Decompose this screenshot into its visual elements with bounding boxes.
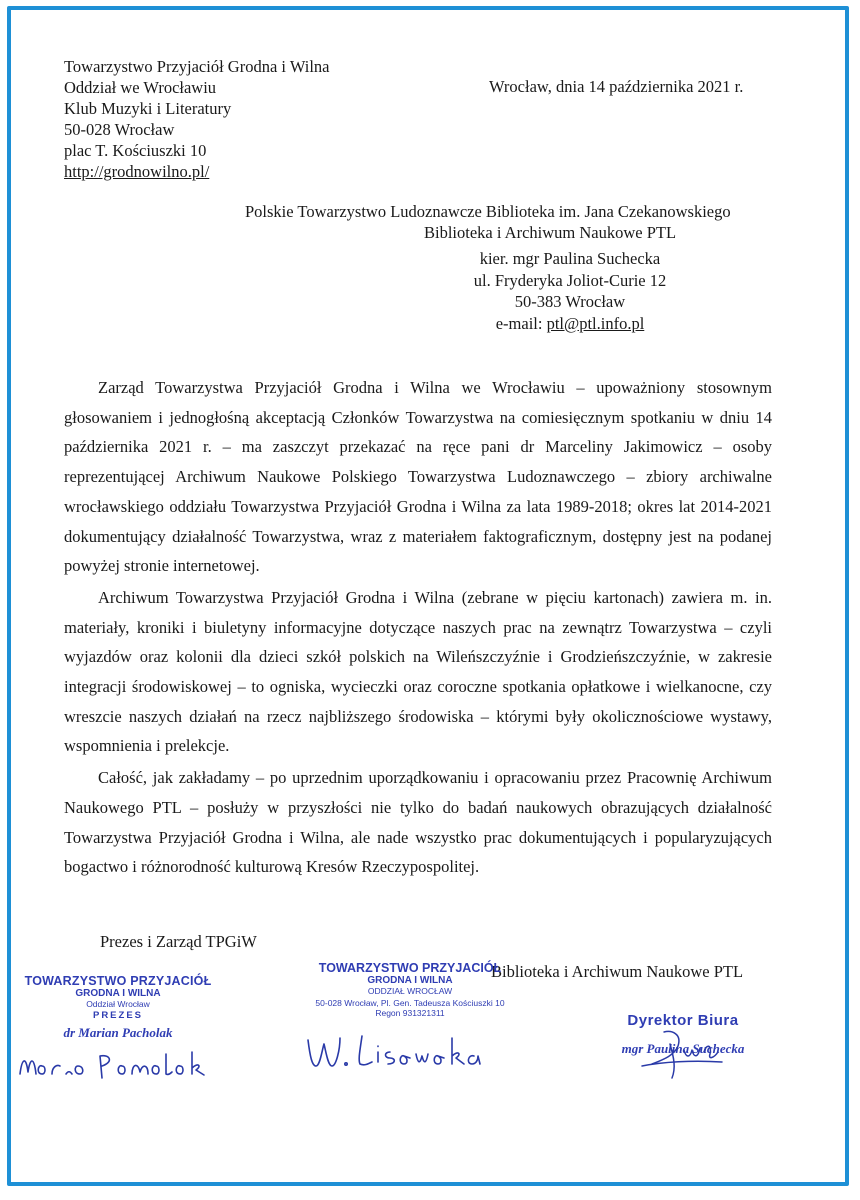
- stamp-city: ODDZIAŁ WROCŁAW: [367, 986, 453, 996]
- sender-line: Oddział we Wrocławiu: [64, 78, 217, 97]
- stamp-name: dr Marian Pacholak: [63, 1025, 173, 1040]
- society-stamp: [300, 961, 520, 1018]
- director-signature: [612, 1024, 762, 1084]
- closing-line: Prezes i Zarząd TPGiW: [100, 932, 257, 951]
- stamp-city: Oddział Wrocław: [86, 999, 150, 1009]
- email-link[interactable]: ptl@ptl.info.pl: [546, 313, 645, 333]
- sender-line: 50-028 Wrocław: [64, 120, 175, 139]
- sender-line: Klub Muzyki i Literatury: [64, 99, 232, 118]
- stamp-org: TOWARZYSTWO PRZYJACIÓŁ: [318, 961, 502, 975]
- stamp-title: Dyrektor Biura: [627, 1012, 739, 1029]
- sender-line: plac T. Kościuszki 10: [64, 141, 207, 160]
- stamp-org: TOWARZYSTWO PRZYJACIÓŁ: [24, 974, 212, 988]
- recipient-line: Biblioteka i Archiwum Naukowe PTL: [424, 223, 677, 242]
- stamp-branch: GRODNA I WILNA: [367, 975, 453, 986]
- sender-line: Towarzystwo Przyjaciół Grodna i Wilna: [64, 57, 330, 76]
- body-paragraph: Archiwum Towarzystwa Przyjaciół Grodna i Wilna (zebrane w pięciu kartonach) zawiera m. in. materiały, kroniki i biuletyny informacyjne dotyczące naszych prac na zewnątrz Towarzystwa – czyli wyjazdów oraz kolonii dla dzieci szkół polskich na Wileńszczyźnie i Grodzieńszczyźnie, w zakresie integracji środowiskowej – to ogniska, wycieczki oraz coroczne spotkania opłatkowe i wielkanocne, czy wreszcie naszych działań na rzecz najbliższego środowiska – którymi były okolicznościowe wystawy, wspomnienia i prelekcje.: [64, 587, 772, 756]
- president-signature: [14, 1044, 234, 1084]
- body-paragraph: Całość, jak zakładamy – po uprzednim uporządkowaniu i opracowaniu przez Pracownię Archiwum Naukowego PTL – posłuży w przyszłości nie tylko do badań naukowych obrazujących działalność Towarzystwa Przyjaciół Grodna i Wilna, ale nade wszystko prac dokumentujących i popularyzujących bogactwo i różnorodność kulturową Kresów Rzeczypospolitej.: [64, 768, 772, 877]
- president-stamp: [18, 974, 218, 1041]
- stamp-address: 50-028 Wrocław, Pl. Gen. Tadeusza Kościuszki 10: [315, 998, 505, 1008]
- sender-address: [64, 56, 329, 182]
- recipient-street: ul. Fryderyka Joliot-Curie 12: [473, 270, 667, 290]
- recipient-email-line: [450, 313, 690, 335]
- stamp-role: PREZES: [92, 1010, 143, 1021]
- recipient-line: Polskie Towarzystwo Ludoznawcze Biblioteka im. Jana Czekanowskiego: [245, 202, 731, 221]
- body-paragraph: Zarząd Towarzystwa Przyjaciół Grodna i Wilna we Wrocławiu – upoważniony stosownym głosowaniem i jednogłośną akceptacją Członków Towarzystwa na comiesięcznym spotkaniu w dniu 14 października 2021 r. – ma zaszczyt przekazać na ręce pani dr Marceliny Jakimowicz – osoby reprezentującej Archiwum Naukowe Polskiego Towarzystwa Ludoznawczego – zbiory archiwalne wrocławskiego oddziału Towarzystwa Przyjaciół Grodna i Wilna za lata 1989-2018; okres lat 2014-2021 dokumentujący działalność Towarzystwa, wraz z materiałem faktograficznym, dostępny jest na podanej powyżej stronie internetowej.: [64, 378, 772, 576]
- email-label: e-mail:: [495, 313, 547, 333]
- stamp-regon: Regon 931321311: [375, 1008, 445, 1018]
- recipient-attn: kier. mgr Paulina Suchecka: [479, 249, 661, 268]
- stamp-branch: GRODNA I WILNA: [75, 988, 161, 999]
- society-signature: [300, 1026, 510, 1074]
- date-line: Wrocław, dnia 14 października 2021 r.: [489, 77, 744, 96]
- letter-body: [64, 373, 772, 882]
- stamp-name: mgr Paulina Suchecka: [621, 1041, 745, 1056]
- recipient-city: 50-383 Wrocław: [514, 292, 626, 311]
- library-sign-line: Biblioteka i Archiwum Naukowe PTL: [491, 962, 744, 981]
- sender-website-link[interactable]: http://grodnowilno.pl/: [64, 162, 210, 181]
- recipient-address: [450, 248, 690, 334]
